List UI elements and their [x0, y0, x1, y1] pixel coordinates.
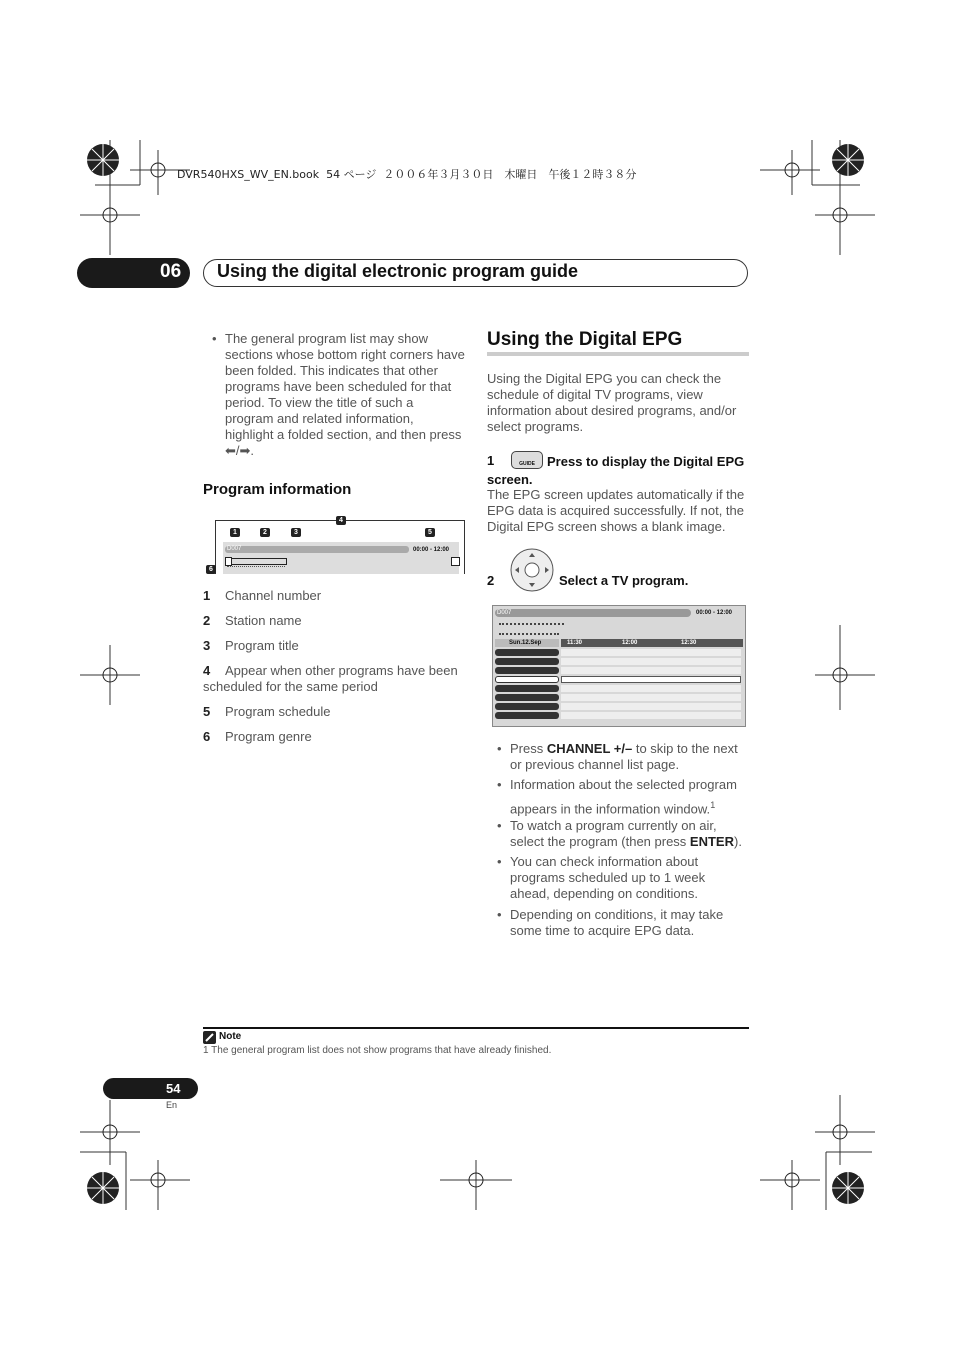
list-item: 5 Program schedule	[203, 704, 331, 719]
epg-program-row	[561, 649, 741, 656]
epg-slot-2: 12:00	[622, 640, 638, 646]
remote-dpad-icon	[510, 548, 554, 592]
step-1-description: The EPG screen updates automatically if the EPG data is acquired successfully. If not, the Digital EPG screen shows a blank image.	[487, 487, 745, 534]
epg-info-line	[499, 623, 564, 627]
diagram-fold-marker	[451, 557, 460, 566]
step-1-number: 1	[487, 453, 495, 468]
bullet-text: To watch a program currently on air, select the program (then press ENTER).	[510, 818, 742, 849]
epg-channel-row	[495, 712, 559, 719]
guide-button-label: GUIDE	[519, 461, 535, 467]
list-item: 2 Station name	[203, 613, 302, 628]
diagram-title-row	[227, 558, 287, 565]
badge-1: 1	[230, 528, 240, 537]
page-number: 54	[166, 1081, 181, 1096]
bullet-dot: •	[497, 907, 502, 922]
print-file-header: DVR540HXS_WV_EN.book 54 ページ ２００６年３月３０日 木曜日 午後１２時３８分	[177, 168, 637, 181]
diagram-genre-row	[227, 566, 285, 572]
epg-program-row	[561, 703, 741, 710]
badge-2: 2	[260, 528, 270, 537]
note-label: Note	[219, 1031, 242, 1042]
epg-channel-row	[495, 694, 559, 701]
epg-channel-row	[495, 703, 559, 710]
epg-screen-illustration	[492, 605, 746, 727]
epg-channel-row-selected	[495, 676, 559, 683]
diagram-time: 00:00 - 12:00	[413, 547, 450, 553]
epg-slot-1: 11:30	[567, 640, 583, 646]
chapter-number: 06	[160, 261, 182, 282]
list-item: 1 Channel number	[203, 588, 322, 603]
badge-3: 3	[291, 528, 301, 537]
epg-intro: Using the Digital EPG you can check the schedule of digital TV programs, view information about desired programs, and/or select programs.	[487, 371, 737, 434]
step-2-text: Select a TV program.	[559, 573, 689, 588]
step-1-text: Press to display the Digital EPG screen.	[487, 454, 745, 487]
epg-channel-row	[495, 658, 559, 665]
note-text: 1 The general program list does not show programs that have already finished.	[203, 1045, 552, 1056]
bullet-text: Depending on conditions, it may take some time to acquire EPG data.	[510, 907, 724, 938]
epg-time-header	[561, 639, 743, 647]
epg-channel-row	[495, 667, 559, 674]
bullet-text: Information about the selected program appears in the information window.$^1$	[510, 777, 737, 817]
list-item: 4 Appear when other programs have been scheduled for the same period	[203, 663, 458, 694]
epg-info-line	[499, 633, 559, 637]
epg-program-row-selected	[561, 676, 741, 683]
epg-info-bar	[495, 609, 691, 617]
bullet-dot: •	[497, 818, 502, 833]
list-item: 3 Program title	[203, 638, 299, 653]
page-language: En	[166, 1100, 178, 1110]
epg-channel-row	[495, 685, 559, 692]
badge-5: 5	[425, 528, 435, 537]
epg-channel: D007	[497, 610, 512, 616]
epg-date: Sun.12.Sep	[509, 640, 542, 646]
section-title-digital-epg: Using the Digital EPG	[487, 329, 683, 350]
epg-channel-row	[495, 649, 559, 656]
chapter-title: Using the digital electronic program guide	[217, 261, 579, 281]
bullet-dot: •	[497, 777, 502, 792]
list-item: 6 Program genre	[203, 729, 312, 744]
epg-program-row	[561, 667, 741, 674]
epg-program-row	[561, 712, 741, 719]
epg-program-row	[561, 685, 741, 692]
epg-program-row	[561, 658, 741, 665]
bullet-text: Press CHANNEL +/– to skip to the next or previous channel list page.	[510, 741, 738, 772]
page-number-tab	[103, 1078, 198, 1099]
bullet-dot: •	[497, 741, 502, 756]
bullet-dot: •	[212, 331, 217, 346]
epg-program-row	[561, 694, 741, 701]
title-underline	[487, 352, 749, 356]
diagram-channel: D007	[227, 546, 242, 552]
bullet-dot: •	[497, 854, 502, 869]
section-title-program-information: Program information	[203, 481, 352, 498]
epg-slot-3: 12:30	[681, 640, 697, 646]
note-pencil-icon	[203, 1031, 216, 1044]
badge-4: 4	[336, 516, 346, 525]
bullet-text: The general program list may show sections whose bottom right corners have been folded. This indicates that other programs have been scheduled for that period. To view the title of such a program and related information, highlight a folded section, and then press ⬅/➡.	[225, 331, 465, 458]
program-info-diagram	[203, 514, 468, 576]
diagram-left-marker	[225, 557, 232, 566]
epg-time: 00:00 - 12:00	[696, 610, 733, 616]
diagram-info-bar	[225, 546, 409, 553]
note-rule	[203, 1027, 749, 1029]
step-2-number: 2	[487, 573, 495, 588]
badge-6: 6	[206, 565, 216, 574]
bullet-text: You can check information about programs scheduled up to 1 week ahead, depending on conditions.	[510, 854, 706, 901]
